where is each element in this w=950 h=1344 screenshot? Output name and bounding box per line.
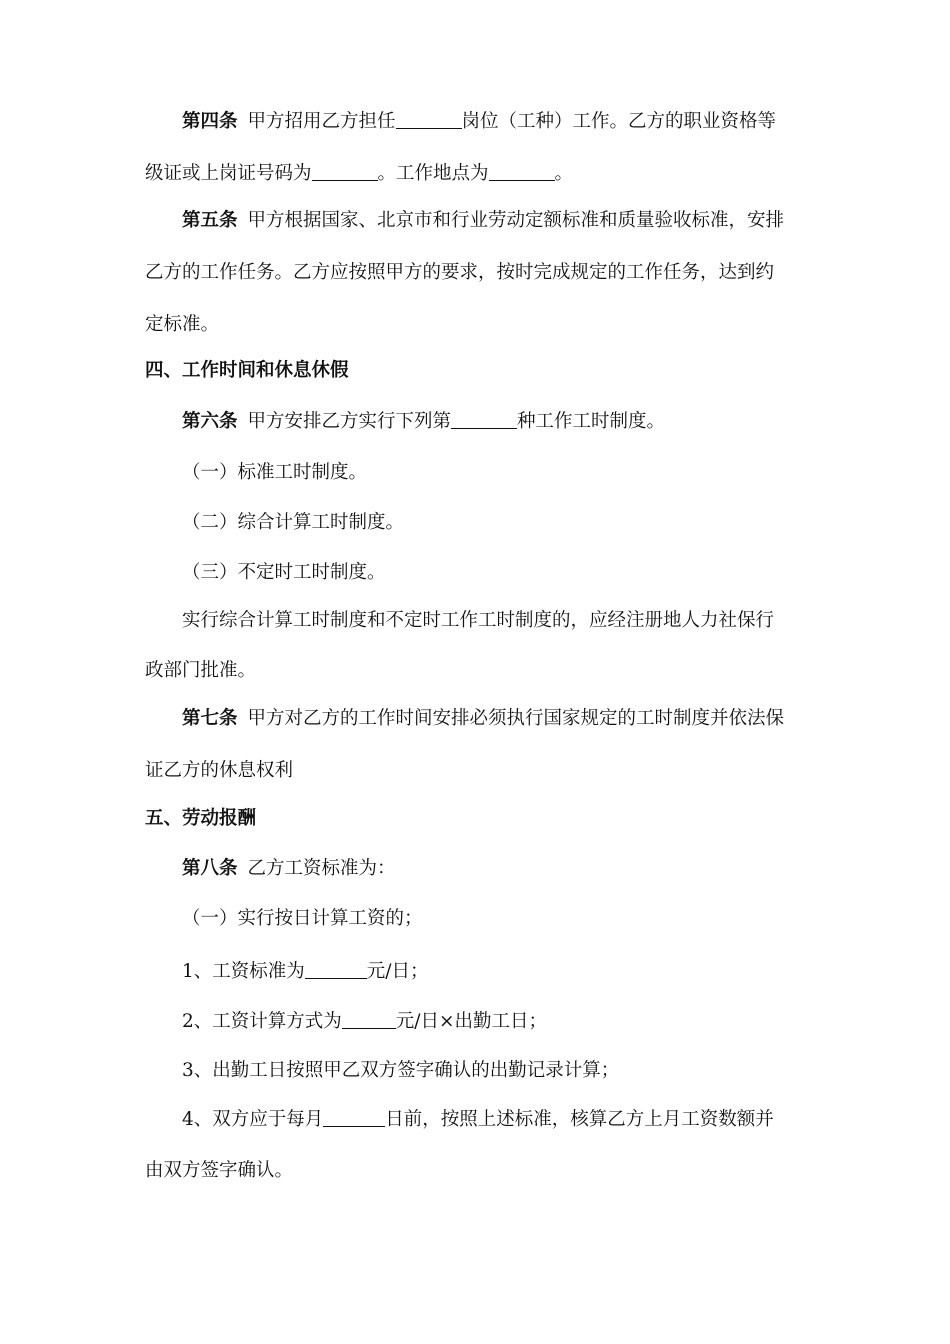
article-4-text-1: 甲方招用乙方担任 [247, 111, 396, 132]
article-6-line-1 [182, 408, 810, 435]
wage-standard-label: 1、工资标准为 [182, 961, 305, 982]
article-4-line-1 [182, 108, 810, 135]
daily-wage-blank [305, 958, 367, 979]
section-5-heading: 五、劳动报酬 [145, 808, 257, 829]
article-4-label: 第四条 [182, 111, 238, 132]
article-7-label: 第七条 [182, 708, 238, 729]
article-6-note-line-2: 政部门批准。 [145, 660, 257, 681]
article-4-text-4: 。工作地点为 [377, 163, 489, 184]
article-6-item-2: （二）综合计算工时制度。 [182, 512, 405, 533]
article-4-line-2 [145, 160, 810, 187]
article-5-text-1: 甲方根据国家、北京市和行业劳动定额标准和质量验收标准，安排 [247, 210, 785, 231]
position-blank [396, 108, 462, 129]
pay-day-label: 4、双方应于每月 [182, 1109, 324, 1130]
article-8-item-1 [182, 958, 810, 985]
article-8-text-1: 乙方工资标准为： [247, 858, 396, 879]
article-8-item-4-line-1 [182, 1106, 810, 1133]
pay-day-blank [323, 1106, 385, 1127]
work-location-blank [489, 160, 555, 181]
article-8-item-2 [182, 1008, 810, 1035]
article-6-item-1: （一）标准工时制度。 [182, 462, 368, 483]
working-hours-system-blank [451, 408, 517, 429]
wage-calc-unit: 元/日×出勤工日； [395, 1011, 548, 1032]
article-7-text-1: 甲方对乙方的工作时间安排必须执行国家规定的工时制度并依法保 [247, 708, 785, 729]
pay-day-text: 日前，按照上述标准，核算乙方上月工资数额并 [385, 1109, 774, 1130]
article-6-text-1: 甲方安排乙方实行下列第 [247, 411, 452, 432]
article-4-text-3: 级证或上岗证号码为 [145, 163, 312, 184]
article-4-text-2: 岗位（工种）工作。乙方的职业资格等 [461, 111, 777, 132]
article-8-sub-1: （一）实行按日计算工资的； [182, 908, 423, 929]
section-4-heading: 四、工作时间和休息休假 [145, 360, 349, 381]
article-8-item-4-line-2: 由双方签字确认。 [145, 1160, 294, 1181]
article-5-label: 第五条 [182, 210, 238, 231]
article-4-text-5: 。 [554, 163, 574, 184]
article-8-line-1 [182, 856, 810, 882]
article-6-text-2: 种工作工时制度。 [517, 411, 666, 432]
certificate-number-blank [312, 160, 378, 181]
wage-calc-blank [342, 1008, 396, 1029]
article-5-line-3: 定标准。 [145, 314, 220, 335]
article-6-item-3: （三）不定时工时制度。 [182, 562, 386, 583]
article-8-label: 第八条 [182, 858, 238, 879]
article-8-item-3: 3、出勤工日按照甲乙双方签字确认的出勤记录计算； [182, 1060, 620, 1081]
wage-calc-label: 2、工资计算方式为 [182, 1011, 342, 1032]
article-6-note-line-1: 实行综合计算工时制度和不定时工作工时制度的，应经注册地人力社保行 [182, 610, 775, 631]
article-6-label: 第六条 [182, 411, 238, 432]
wage-standard-unit: 元/日； [366, 961, 429, 982]
article-5-line-1 [182, 208, 810, 234]
article-7-line-2: 证乙方的休息权利 [145, 760, 294, 781]
article-7-line-1 [182, 706, 810, 732]
article-5-line-2: 乙方的工作任务。乙方应按照甲方的要求，按时完成规定的工作任务，达到约 [145, 262, 775, 283]
